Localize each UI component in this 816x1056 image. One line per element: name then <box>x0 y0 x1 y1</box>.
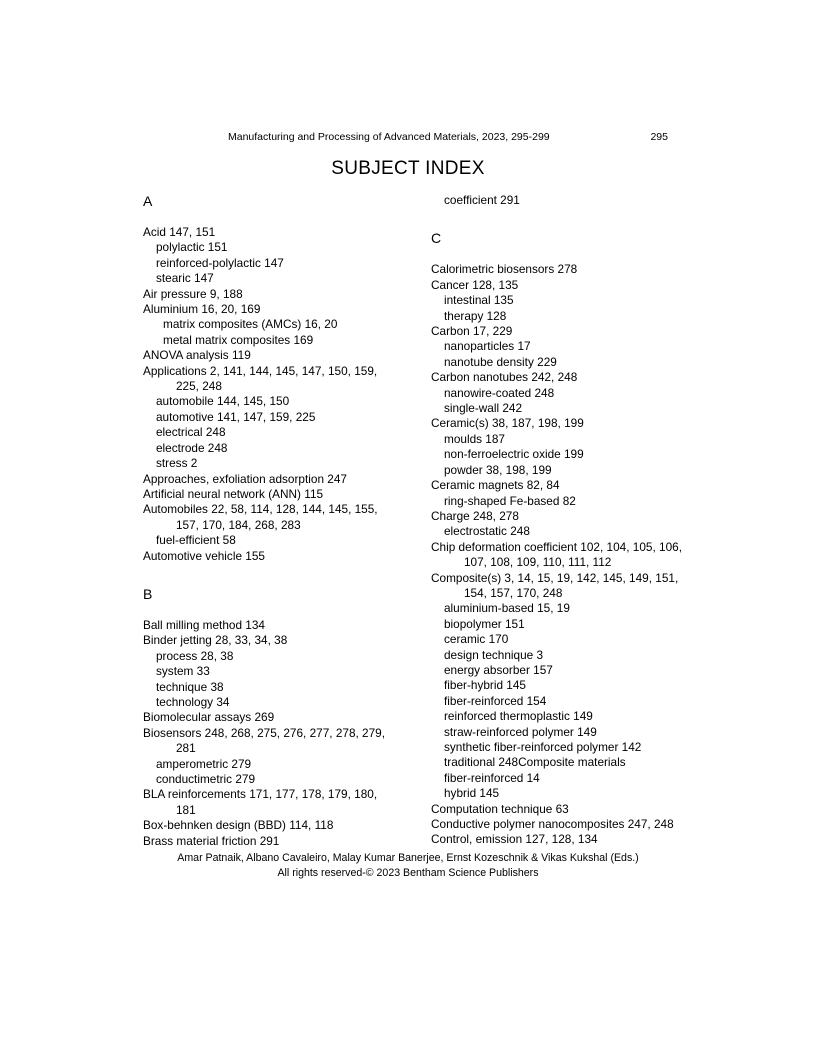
running-head <box>0 131 816 143</box>
index-subentry: automotive 141, 147, 159, 225 <box>156 409 316 424</box>
index-entry: Ball milling method 134 <box>143 617 265 632</box>
right-column <box>431 193 683 849</box>
index-subentry: polylactic 151 <box>156 240 228 255</box>
page-footer <box>0 851 816 880</box>
index-subentry: metal matrix composites 169 <box>163 332 314 347</box>
index-entry: Ceramic magnets 82, 84 <box>431 478 560 493</box>
index-subentry: hybrid 145 <box>444 786 500 801</box>
running-head-title: Manufacturing and Processing of Advanced Materials, 2023, 295-299 <box>228 131 550 143</box>
index-subentry: energy absorber 157 <box>444 662 553 677</box>
index-subentry: stress 2 <box>156 456 198 471</box>
left-column <box>143 193 395 849</box>
index-entry: Cancer 128, 135 <box>431 277 519 292</box>
index-subentry: technology 34 <box>156 694 230 709</box>
index-entry: Carbon 17, 229 <box>431 324 513 339</box>
index-subentry: fiber-reinforced 154 <box>444 693 547 708</box>
index-subentry: ceramic 170 <box>444 632 509 647</box>
index-entry: Conductive polymer nanocomposites 247, 248 <box>431 817 674 832</box>
index-subentry: traditional 248Composite materials <box>444 755 626 770</box>
footer-copyright: All rights reserved-© 2023 Bentham Science Publishers <box>277 866 539 879</box>
index-subentry: nanotube density 229 <box>444 354 557 369</box>
page-number: 295 <box>650 131 668 143</box>
index-entry: Air pressure 9, 188 <box>143 286 243 301</box>
index-entry: Applications 2, 141, 144, 145, 147, 150, 159, 225, 248 <box>143 363 378 394</box>
index-subentry: nanoparticles 17 <box>444 339 531 354</box>
index-entry: Biomolecular assays 269 <box>143 710 275 725</box>
index-entry: Charge 248, 278 <box>431 508 519 523</box>
index-subentry: nanowire-coated 248 <box>444 385 555 400</box>
index-entry: Chip deformation coefficient 102, 104, 105, 106, 107, 108, 109, 110, 111, 112 <box>431 539 682 570</box>
page-title: SUBJECT INDEX <box>331 158 485 179</box>
index-entry: Automotive vehicle 155 <box>143 548 265 563</box>
index-subentry: stearic 147 <box>156 271 214 286</box>
index-subentry: intestinal 135 <box>444 293 514 308</box>
index-subentry: powder 38, 198, 199 <box>444 462 552 477</box>
index-entry: Acid 147, 151 <box>143 225 216 239</box>
index-subentry: electrical 248 <box>156 425 226 440</box>
index-subentry: single-wall 242 <box>444 401 523 416</box>
index-entry: ANOVA analysis 119 <box>143 348 251 363</box>
index-columns <box>143 193 683 849</box>
index-subentry: therapy 128 <box>444 308 507 323</box>
index-entry: Artificial neural network (ANN) 115 <box>143 486 324 501</box>
index-entry: Binder jetting 28, 33, 34, 38 <box>143 633 288 648</box>
index-subentry: straw-reinforced polymer 149 <box>444 724 597 739</box>
index-subentry: design technique 3 <box>444 647 544 662</box>
index-subentry: electrode 248 <box>156 440 228 455</box>
index-subentry: conductimetric 279 <box>156 772 256 786</box>
index-entry: Calorimetric biosensors 278 <box>431 262 578 277</box>
index-subentry: fuel-efficient 58 <box>156 533 236 548</box>
index-subentry: moulds 187 <box>444 431 505 446</box>
index-subentry: coefficient 291 <box>444 193 520 207</box>
index-entry: BLA reinforcements 171, 177, 178, 179, 180, 181 <box>143 787 378 817</box>
index-entry: Brass material friction 291 <box>143 833 280 848</box>
index-subentry: aluminium-based 15, 19 <box>444 601 570 616</box>
index-subentry: process 28, 38 <box>156 648 234 663</box>
index-entry: Composite(s) 3, 14, 15, 19, 142, 145, 149, 151, 154, 157, 170, 248 <box>431 570 679 600</box>
index-subentry: fiber-hybrid 145 <box>444 678 526 693</box>
index-entry: Box-behnken design (BBD) 114, 118 <box>143 818 334 833</box>
index-subentry: fiber-reinforced 14 <box>444 770 540 785</box>
index-subentry: non-ferroelectric oxide 199 <box>444 447 584 462</box>
index-subentry: electrostatic 248 <box>444 524 530 539</box>
index-subentry: biopolymer 151 <box>444 616 525 631</box>
index-entry: Carbon nanotubes 242, 248 <box>431 370 578 385</box>
index-entry: Automobiles 22, 58, 114, 128, 144, 145, 155, 157, 170, 184, 268, 283 <box>143 502 378 532</box>
index-letter-heading: A <box>143 193 153 209</box>
index-letter-heading: C <box>431 230 442 247</box>
footer-editors: Amar Patnaik, Albano Cavaleiro, Malay Kumar Banerjee, Ernst Kozeschnik & Vikas Kukshal (Eds.) <box>177 852 639 864</box>
index-subentry: matrix composites (AMCs) 16, 20 <box>163 317 338 332</box>
index-subentry: synthetic fiber-reinforced polymer 142 <box>444 740 642 754</box>
index-letter-heading: B <box>143 585 153 602</box>
index-subentry: technique 38 <box>156 679 224 694</box>
index-entry: Control, emission 127, 128, 134 <box>431 832 598 847</box>
index-subentry: reinforced-polylactic 147 <box>156 255 284 270</box>
index-subentry: amperometric 279 <box>156 756 252 771</box>
index-subentry: automobile 144, 145, 150 <box>156 394 290 409</box>
index-entry: Computation technique 63 <box>431 801 569 816</box>
index-subentry: ring-shaped Fe-based 82 <box>444 493 576 508</box>
index-entry: Approaches, exfoliation adsorption 247 <box>143 471 347 486</box>
index-entry: Aluminium 16, 20, 169 <box>143 302 261 317</box>
index-entry: Biosensors 248, 268, 275, 276, 277, 278, 279, 281 <box>143 725 386 756</box>
index-subentry: reinforced thermoplastic 149 <box>444 709 593 724</box>
index-entry: Ceramic(s) 38, 187, 198, 199 <box>431 416 584 431</box>
index-subentry: system 33 <box>156 664 210 679</box>
